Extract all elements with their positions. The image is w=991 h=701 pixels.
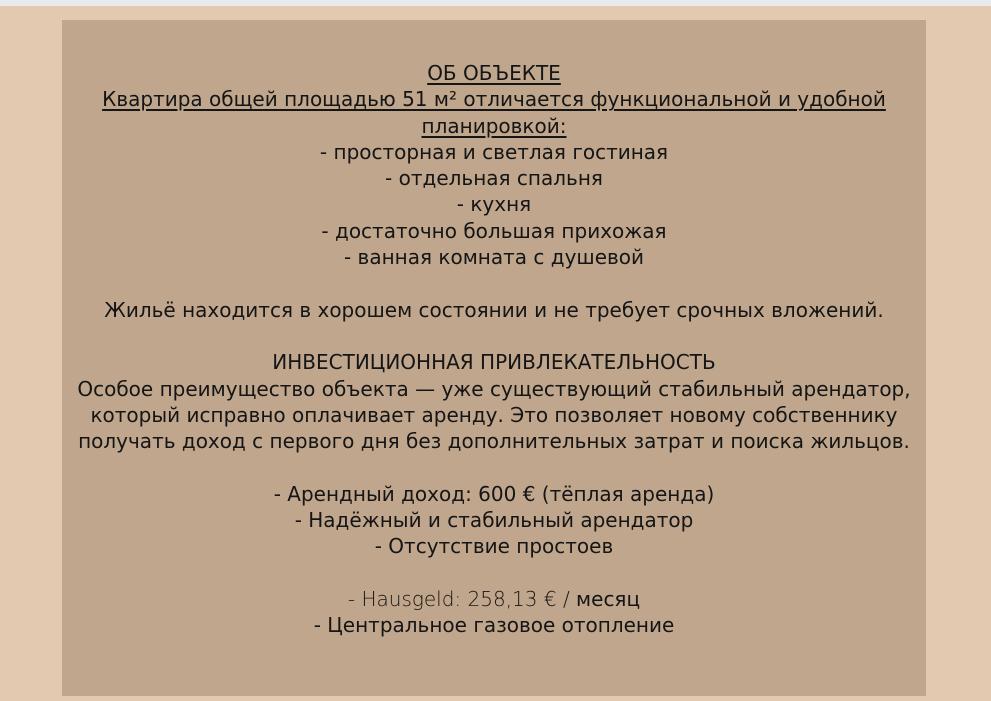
hausgeld-amount: - Hausgeld: 258,13 € / xyxy=(347,586,570,611)
section-heading-investment: ИНВЕСТИЦИОННАЯ ПРИВЛЕКАТЕЛЬНОСТЬ xyxy=(272,350,716,375)
investment-bullet: - Надёжный и стабильный арендатор xyxy=(294,508,694,533)
investment-text-line-3: получать доход с первого дня без дополнительных затрат и поиска жильцов. xyxy=(78,429,910,454)
investment-bullet: - Арендный доход: 600 € (тёплая аренда) xyxy=(273,481,715,506)
spacer xyxy=(62,323,926,349)
hausgeld-line xyxy=(62,586,926,612)
room-list-item: - ванная комната с душевой xyxy=(343,245,645,270)
investment-text-line-1: Особое преимущество объекта — уже существующий стабильный арендатор, xyxy=(77,376,911,401)
investment-bullet: - Отсутствие простоев xyxy=(374,534,614,559)
room-list-item: - просторная и светлая гостиная xyxy=(319,139,669,164)
spacer xyxy=(62,454,926,480)
room-list-item: - достаточно большая прихожая xyxy=(321,218,667,243)
description-text-block xyxy=(62,60,926,639)
investment-text-line-2: который исправно оплачивает аренду. Это позволяет новому собственнику xyxy=(90,402,898,427)
section-heading-object: ОБ ОБЪЕКТЕ xyxy=(427,61,561,85)
room-list-item: - отдельная спальня xyxy=(385,166,603,191)
condition-statement: Жильё находится в хорошем состоянии и не требует срочных вложений. xyxy=(104,297,884,322)
browser-top-strip xyxy=(0,0,991,6)
heating-line: - Центральное газовое отопление xyxy=(313,613,675,638)
intro-line-1: Квартира общей площадью 51 м² отличается функциональной и удобной xyxy=(102,87,886,112)
room-list-item: - кухня xyxy=(456,192,532,217)
spacer xyxy=(62,270,926,296)
property-description-panel xyxy=(62,20,926,696)
hausgeld-period: месяц xyxy=(576,586,641,611)
intro-line-2: планировкой: xyxy=(421,113,567,138)
spacer xyxy=(62,560,926,586)
